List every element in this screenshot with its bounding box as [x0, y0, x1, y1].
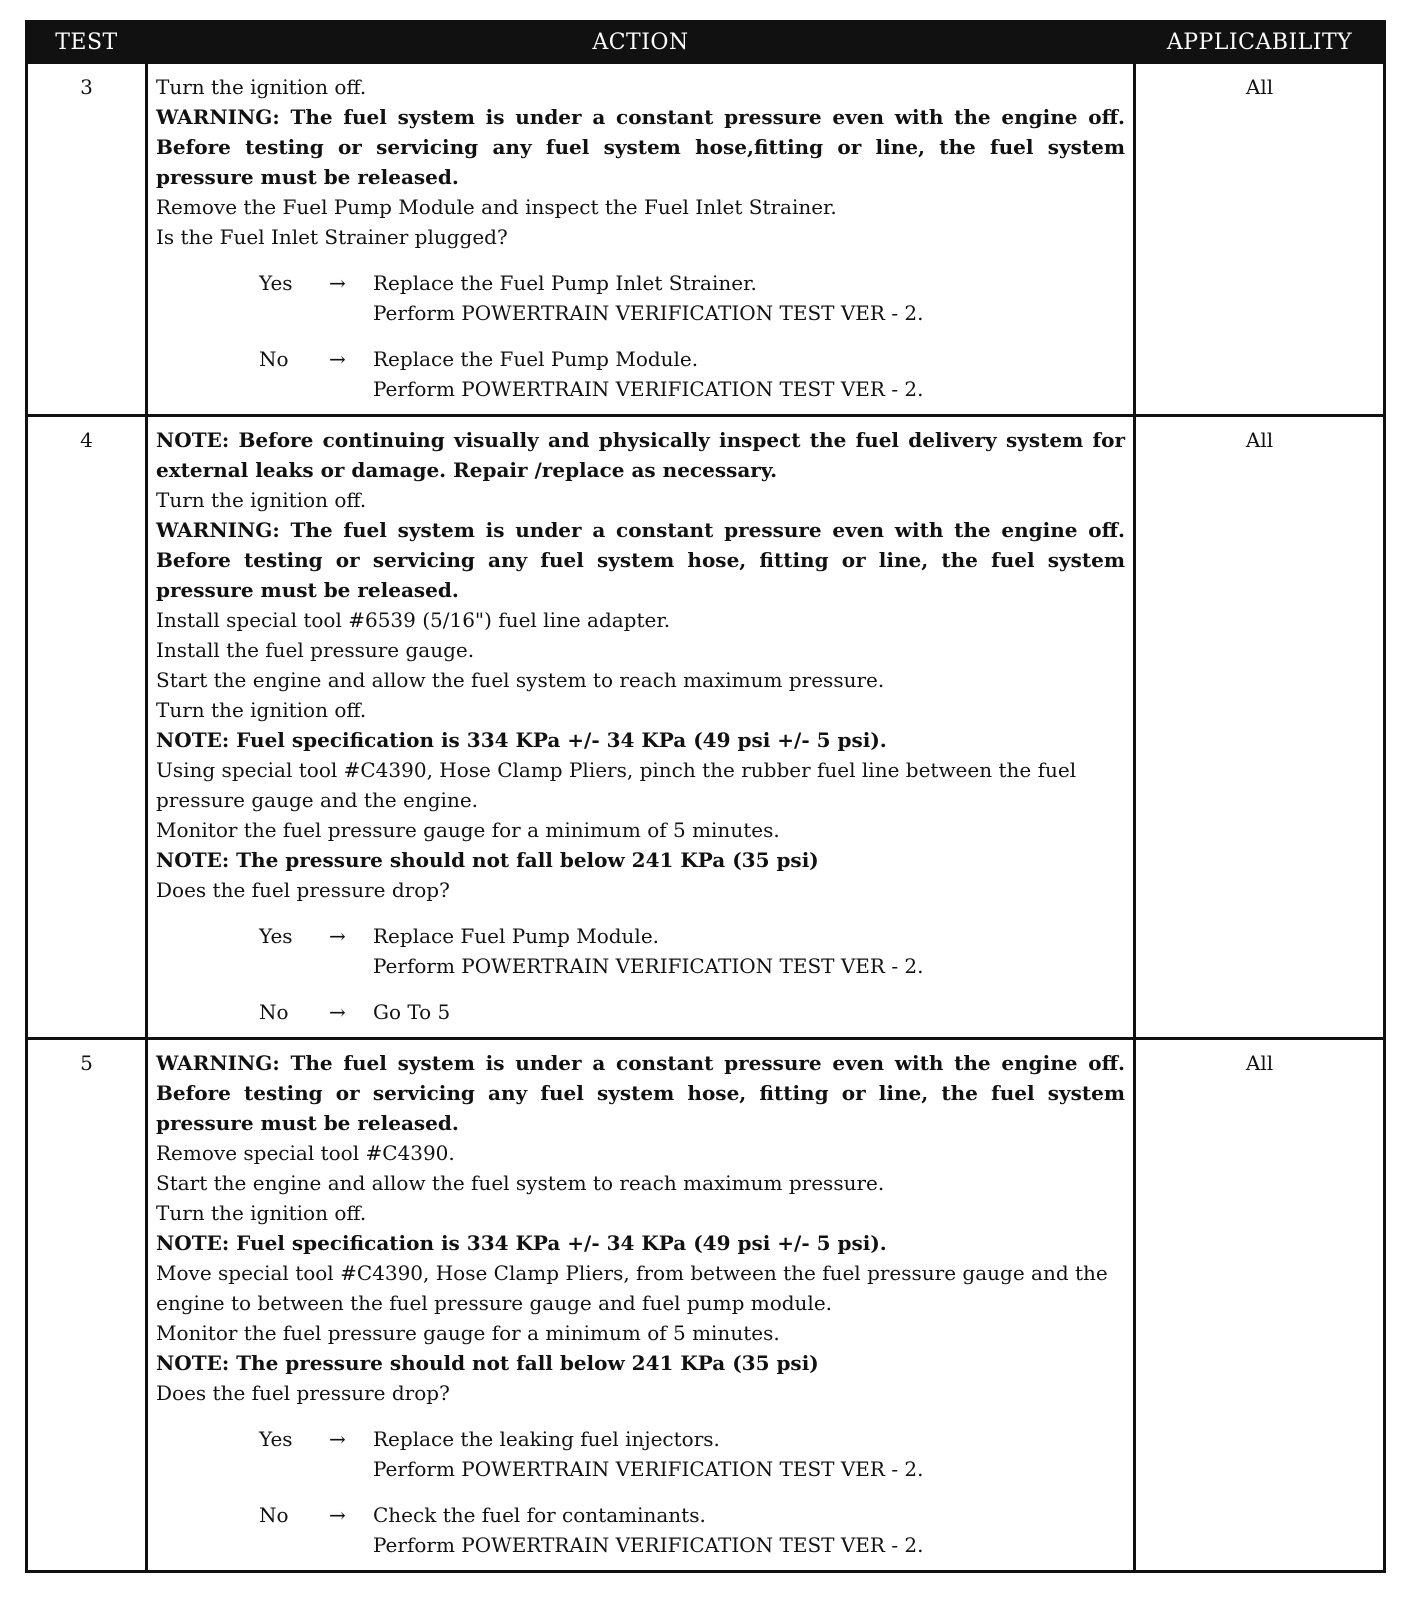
test-procedure-table [25, 20, 1386, 1573]
header-applicability: APPLICABILITY [1135, 22, 1385, 63]
test-row [27, 416, 1385, 1039]
result-yes [156, 1424, 1125, 1484]
arrow-right-icon: → [329, 924, 346, 948]
action-cell [147, 1039, 1135, 1572]
result-line: Perform POWERTRAIN VERIFICATION TEST VER - 2. [373, 1457, 924, 1481]
result-label: Yes [259, 1427, 293, 1451]
result-text [373, 1424, 1125, 1484]
result-label: No [259, 347, 289, 371]
action-note: NOTE: Before continuing visually and physically inspect the fuel delivery system for external leaks or damage. Repair /replace as necessary. [156, 428, 1125, 482]
result-line: Perform POWERTRAIN VERIFICATION TEST VER - 2. [373, 1533, 924, 1557]
action-step: Start the engine and allow the fuel system to reach maximum pressure. [156, 1171, 885, 1195]
action-step: Is the Fuel Inlet Strainer plugged? [156, 225, 508, 249]
result-no [156, 1500, 1125, 1560]
result-text [373, 268, 1125, 328]
arrow-right-icon: → [329, 347, 346, 371]
result-text [373, 997, 1125, 1027]
result-text [373, 344, 1125, 404]
diagnostic-test-sheet [25, 20, 1383, 1573]
result-line: Replace the leaking fuel injectors. [373, 1427, 720, 1451]
action-cell [147, 416, 1135, 1039]
action-step: Remove special tool #C4390. [156, 1141, 455, 1165]
arrow-right-icon: → [329, 271, 346, 295]
result-line: Replace Fuel Pump Module. [373, 924, 660, 948]
result-line: Replace the Fuel Pump Module. [373, 347, 699, 371]
arrow-right-icon: → [329, 1427, 346, 1451]
header-row [27, 22, 1385, 63]
result-text [373, 1500, 1125, 1560]
action-step: Monitor the fuel pressure gauge for a minimum of 5 minutes. [156, 818, 780, 842]
action-note: NOTE: The pressure should not fall below 241 KPa (35 psi) [156, 848, 819, 872]
result-label: No [259, 1000, 289, 1024]
applicability-value: All [1135, 416, 1385, 1039]
result-yes [156, 268, 1125, 328]
action-step: Move special tool #C4390, Hose Clamp Pliers, from between the fuel pressure gauge and the engine to between the fuel pressure gauge and fuel pump module. [156, 1261, 1108, 1315]
result-label: Yes [259, 924, 293, 948]
action-note: NOTE: Fuel specification is 334 KPa +/- 34 KPa (49 psi +/- 5 psi). [156, 728, 887, 752]
action-note: NOTE: The pressure should not fall below 241 KPa (35 psi) [156, 1351, 819, 1375]
action-step: Install the fuel pressure gauge. [156, 638, 475, 662]
result-no [156, 997, 1125, 1027]
test-row [27, 1039, 1385, 1572]
applicability-value: All [1135, 1039, 1385, 1572]
test-row [27, 63, 1385, 416]
action-note: WARNING: The fuel system is under a constant pressure even with the engine off. Before testing or servicing any fuel system hose, fitting or line, the fuel system pressure must be released. [156, 518, 1125, 602]
action-step: Does the fuel pressure drop? [156, 878, 450, 902]
result-yes [156, 921, 1125, 981]
action-step: Monitor the fuel pressure gauge for a minimum of 5 minutes. [156, 1321, 780, 1345]
action-step: Install special tool #6539 (5/16") fuel line adapter. [156, 608, 671, 632]
action-step: Turn the ignition off. [156, 1201, 367, 1225]
action-step: Start the engine and allow the fuel system to reach maximum pressure. [156, 668, 885, 692]
test-number: 4 [27, 416, 147, 1039]
result-label: No [259, 1503, 289, 1527]
arrow-right-icon: → [329, 1503, 346, 1527]
result-line: Check the fuel for contaminants. [373, 1503, 706, 1527]
test-number: 5 [27, 1039, 147, 1572]
action-step: Turn the ignition off. [156, 698, 367, 722]
action-note: WARNING: The fuel system is under a constant pressure even with the engine off. Before testing or servicing any fuel system hose,fitting or line, the fuel system pressure must be released. [156, 105, 1125, 189]
result-label: Yes [259, 271, 293, 295]
result-line: Perform POWERTRAIN VERIFICATION TEST VER - 2. [373, 954, 924, 978]
result-line: Perform POWERTRAIN VERIFICATION TEST VER - 2. [373, 377, 924, 401]
action-note: NOTE: Fuel specification is 334 KPa +/- 34 KPa (49 psi +/- 5 psi). [156, 1231, 887, 1255]
arrow-right-icon: → [329, 1000, 346, 1024]
applicability-value: All [1135, 63, 1385, 416]
result-text [373, 921, 1125, 981]
result-no [156, 344, 1125, 404]
action-step: Using special tool #C4390, Hose Clamp Pliers, pinch the rubber fuel line between the fuel pressure gauge and the engine. [156, 758, 1077, 812]
action-step: Turn the ignition off. [156, 488, 367, 512]
action-step: Turn the ignition off. [156, 75, 367, 99]
action-note: WARNING: The fuel system is under a constant pressure even with the engine off. Before testing or servicing any fuel system hose, fitting or line, the fuel system pressure must be released. [156, 1051, 1125, 1135]
action-step: Does the fuel pressure drop? [156, 1381, 450, 1405]
action-step: Remove the Fuel Pump Module and inspect the Fuel Inlet Strainer. [156, 195, 837, 219]
test-number: 3 [27, 63, 147, 416]
result-line: Replace the Fuel Pump Inlet Strainer. [373, 271, 757, 295]
header-test: TEST [27, 22, 147, 63]
header-action: ACTION [147, 22, 1135, 63]
result-line: Go To 5 [373, 1000, 451, 1024]
action-cell [147, 63, 1135, 416]
result-line: Perform POWERTRAIN VERIFICATION TEST VER - 2. [373, 301, 924, 325]
